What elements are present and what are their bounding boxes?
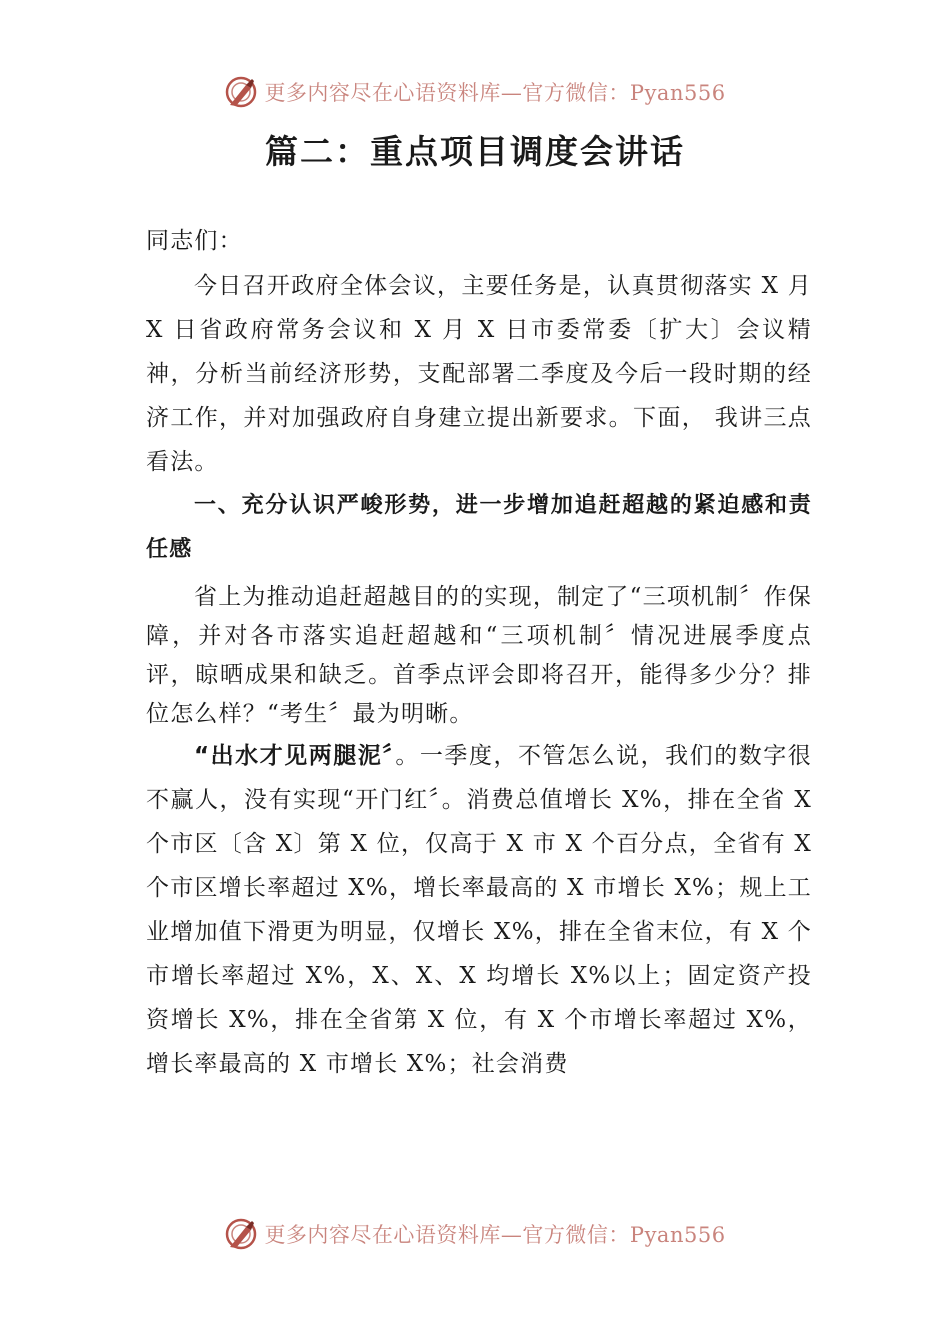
salutation: 同志们： — [146, 228, 243, 254]
paragraph-1: 今日召开政府全体会议，主要任务是，认真贯彻落实 X 月 X 日省政府常务会议和 X 月 X 日市委常委〔扩大〕会议精神，分析当前经济形势，支配部署二季度及今后一段时期的经济工作，并对加强政府自身建立提出新要求。下面， 我讲三点看法。 — [146, 273, 812, 475]
paragraph-3 — [146, 734, 812, 1086]
watermark-text: 更多内容尽在心语资料库—官方微信：Pyan556 — [264, 81, 726, 105]
pen-nib-logo-icon — [224, 75, 258, 109]
paragraph-3-body: 。一季度，不管怎么说，我们的数字很不赢人，没有实现“开门红〞。消费总值增长 X%，排在全省 X 个市区〔含 X〕第 X 位，仅高于 X 市 X 个百分点，全省有 X 个市区增长率超过 X%，增长率最高的 X 市增长 X%；规上工业增加值下滑更为明显，仅增长 X%，排在全省末位，有 X 个市增长率超过 X%，X、X、X 均增长 X%以上；固定资产投资增长 X%，排在全省第 X 位，有 X 个市增长率超过 X%，增长率最高的 X 市增长 X%；社会消费 — [146, 743, 812, 1077]
pen-nib-logo-icon — [224, 1217, 258, 1251]
paragraph-2: 省上为推动追赶超越目的的实现，制定了“三项机制〞作保障，并对各市落实追赶超越和“三项机制〞情况进展季度点评，晾晒成果和缺乏。首季点评会即将召开，能得多少分？排位怎么样？“考生〞最为明晰。 — [146, 584, 812, 727]
page-title: 篇二：重点项目调度会讲话 — [265, 132, 685, 171]
watermark-banner-bottom — [0, 1212, 950, 1256]
section-heading-1: 一、充分认识严峻形势，进一步增加追赶超越的紧迫感和责任感 — [146, 493, 812, 562]
paragraph-3-lead: “出水才见两腿泥〞 — [194, 743, 396, 769]
watermark-banner-top — [0, 70, 950, 114]
watermark-text: 更多内容尽在心语资料库—官方微信：Pyan556 — [264, 1223, 726, 1247]
